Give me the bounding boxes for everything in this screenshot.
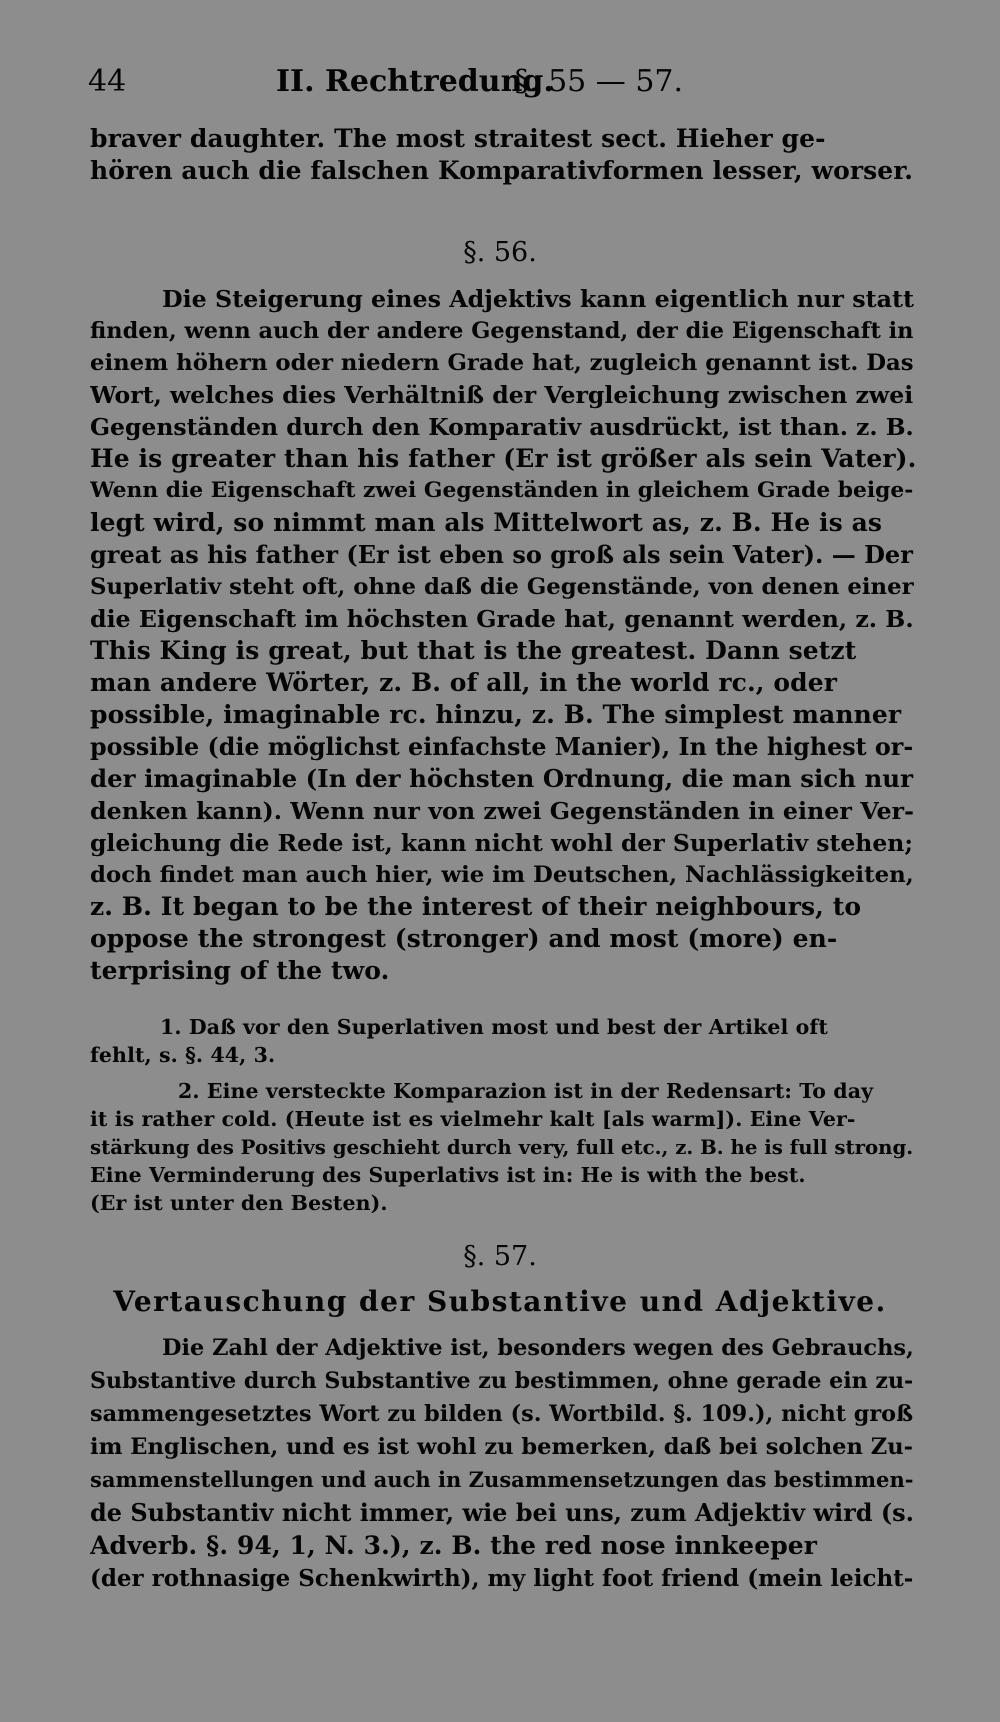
text-line: possible (die möglichst einfachste Manier), In the highest or- xyxy=(90,733,914,761)
text-line: man andere Wörter, z. B. of all, in the world rc., oder xyxy=(90,668,838,697)
text-line: terprising of the two. xyxy=(90,956,390,985)
text-line: sammenstellungen und auch in Zusammensetzungen das bestimmen- xyxy=(90,1467,914,1492)
text-line: die Eigenschaft im höchsten Grade hat, genannt werden, z. B. xyxy=(90,605,914,633)
section-57-heading: Vertauschung der Substantive und Adjektive. xyxy=(113,1285,887,1318)
text-line: einem höhern oder niedern Grade hat, zugleich genannt ist. Das xyxy=(90,350,914,376)
text-line: possible, imaginable rc. hinzu, z. B. The simplest manner xyxy=(90,700,902,729)
note-line: fehlt, s. §. 44, 3. xyxy=(90,1043,276,1067)
note-line: stärkung des Positivs geschieht durch very, full etc., z. B. he is full strong. xyxy=(90,1135,914,1159)
text-line: der imaginable (In der höchsten Ordnung, die man sich nur xyxy=(90,764,913,793)
text-line: Substantive durch Substantive zu bestimmen, ohne gerade ein zu- xyxy=(90,1368,914,1394)
page-header xyxy=(88,62,738,102)
section-57-mark: §. 57. xyxy=(463,1241,537,1272)
text-line: braver daughter. The most straitest sect. Hieher ge- xyxy=(90,124,826,153)
text-line: oppose the strongest (stronger) and most (more) en- xyxy=(90,924,838,953)
text-line: de Substantiv nicht immer, wie bei uns, zum Adjektiv wird (s. xyxy=(90,1498,914,1527)
text-line: gleichung die Rede ist, kann nicht wohl der Superlativ stehen; xyxy=(90,829,914,857)
note-line: 2. Eine versteckte Komparazion ist in der Redensart: To day xyxy=(178,1079,874,1103)
text-line: Superlativ steht oft, ohne daß die Gegenstände, von denen einer xyxy=(90,574,914,600)
text-line: denken kann). Wenn nur von zwei Gegenständen in einer Ver- xyxy=(90,797,914,825)
running-title: II. Rechtredung. xyxy=(276,64,554,99)
text-line: Wort, welches dies Verhältniß der Vergleichung zwischen zwei xyxy=(90,381,914,409)
text-line: great as his father (Er ist eben so groß als sein Vater). — Der xyxy=(90,540,913,569)
text-line: im Englischen, und es ist wohl zu bemerken, daß bei solchen Zu- xyxy=(90,1434,914,1460)
text-line: (der rothnasige Schenkwirth), my light foot friend (mein leicht- xyxy=(90,1565,914,1592)
page-number: 44 xyxy=(88,64,127,99)
text-line: He is greater than his father (Er ist größer als sein Vater). xyxy=(90,444,917,473)
text-line: doch findet man auch hier, wie im Deutschen, Nachlässigkeiten, xyxy=(90,862,914,888)
text-line: This King is great, but that is the greatest. Dann setzt xyxy=(90,636,857,665)
note-line: it is rather cold. (Heute ist es vielmehr kalt [als warm]). Eine Ver- xyxy=(90,1107,856,1131)
note-line: 1. Daß vor den Superlativen most und best der Artikel oft xyxy=(160,1015,828,1039)
text-line: hören auch die falschen Komparativformen lesser, worser. xyxy=(90,156,914,185)
note-line: (Er ist unter den Besten). xyxy=(90,1191,388,1215)
note-line: Eine Verminderung des Superlativs ist in: He is with the best. xyxy=(90,1163,806,1187)
text-line: sammengesetztes Wort zu bilden (s. Wortbild. §. 109.), nicht groß xyxy=(90,1401,914,1427)
text-line: z. B. It began to be the interest of their neighbours, to xyxy=(90,892,862,921)
text-line: Adverb. §. 94, 1, N. 3.), z. B. the red nose innkeeper xyxy=(90,1531,818,1560)
text-line: legt wird, so nimmt man als Mittelwort as, z. B. He is as xyxy=(90,508,883,537)
text-line: Die Steigerung eines Adjektivs kann eigentlich nur statt xyxy=(162,285,914,313)
text-line: finden, wenn auch der andere Gegenstand, der die Eigenschaft in xyxy=(90,318,914,344)
section-56-mark: §. 56. xyxy=(463,237,537,268)
text-line: Die Zahl der Adjektive ist, besonders wegen des Gebrauchs, xyxy=(162,1335,914,1361)
section-range: §. 55 — 57. xyxy=(514,64,684,99)
text-line: Gegenständen durch den Komparativ ausdrückt, ist than. z. B. xyxy=(90,413,914,441)
text-line: Wenn die Eigenschaft zwei Gegenständen in gleichem Grade beige- xyxy=(90,478,914,503)
